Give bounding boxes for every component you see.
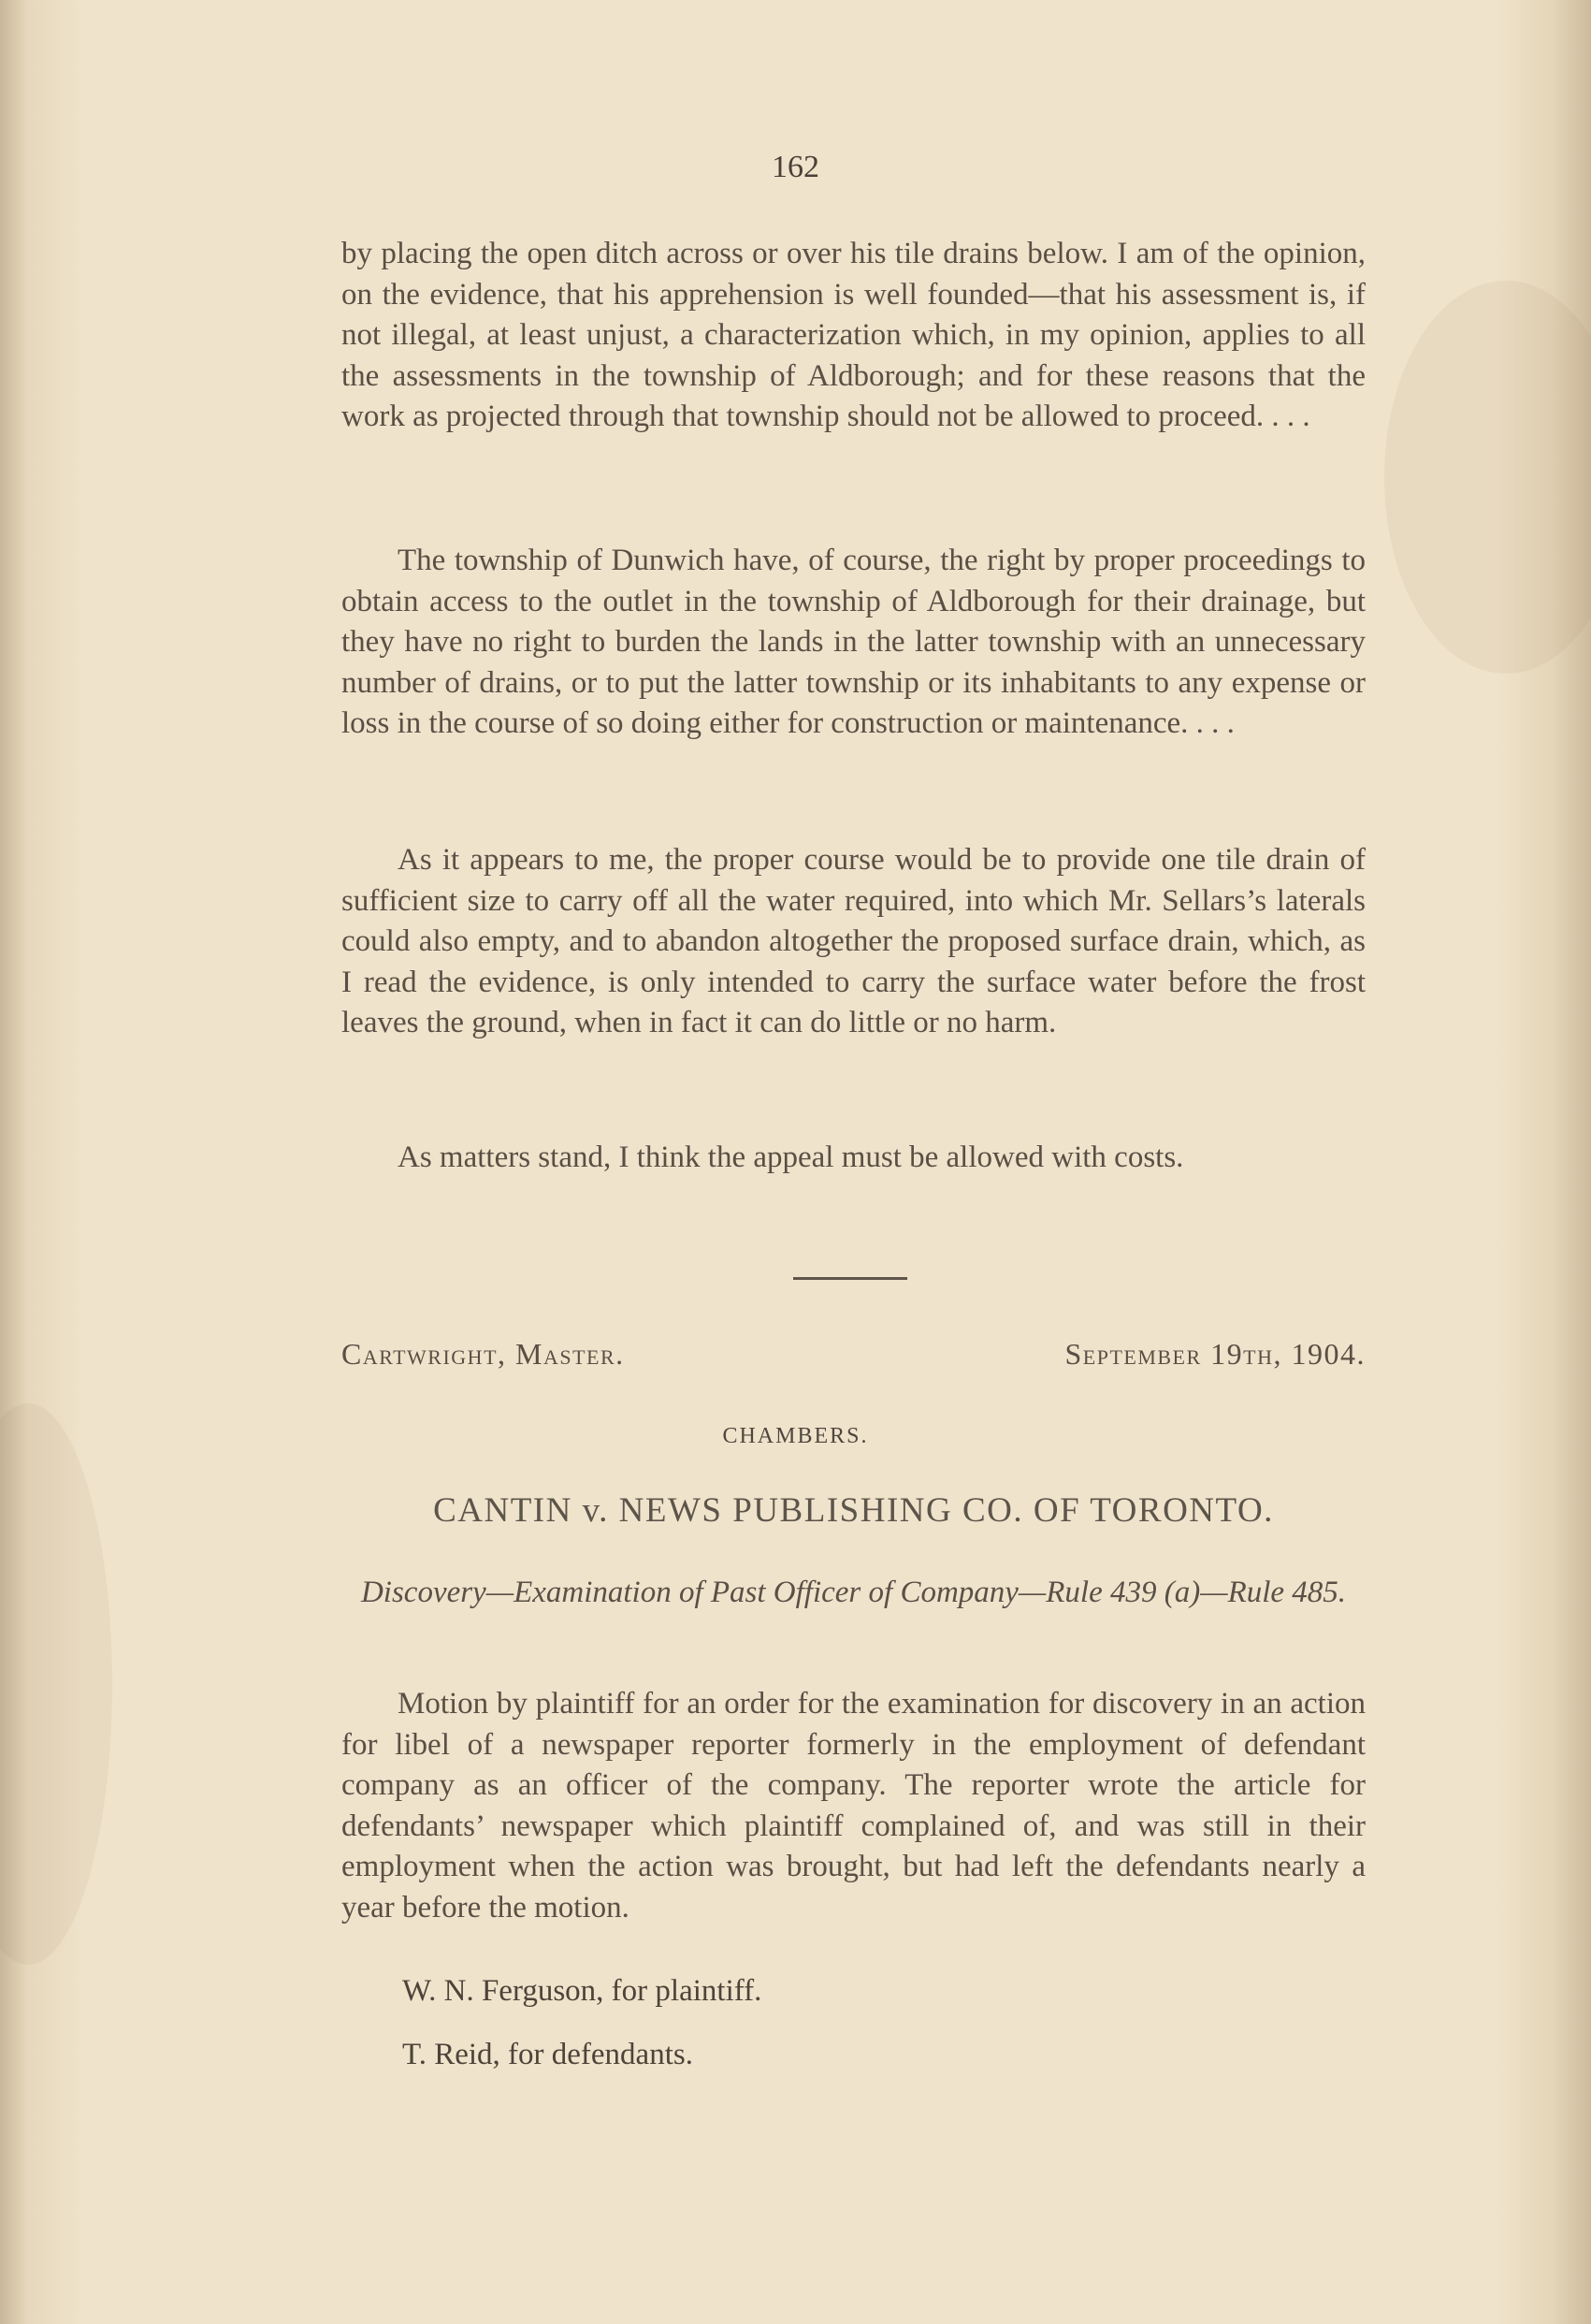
bench-line [341, 1337, 1366, 1372]
paragraph-4: As matters stand, I think the appeal must be allowed with costs. [398, 1140, 1184, 1174]
headnote: Discovery—Examination of Past Officer of Company—Rule 439 (a)—Rule 485. [360, 1576, 1347, 1609]
counsel-defendants: T. Reid, for defendants. [402, 2038, 693, 2071]
court-heading: CHAMBERS. [722, 1424, 869, 1448]
motion-paragraph: Motion by plaintiff for an order for the examination for discovery in an action for libel of a newspaper reporter formerly in the employment of defendant company as an officer of the company. The reporter wrote the article for defendants’ newspaper which plaintiff complained of, and was still in their employment when the action was brought, but had left the defendants nearly a year before the motion. [341, 1687, 1366, 1925]
paper-stain [1384, 281, 1591, 674]
paragraph-3: As it appears to me, the proper course would be to provide one tile drain of sufficient size to carry off all the water required, into which Mr. Sellars’s laterals could also empty, and to abandon altogether the proposed surface drain, which, as I read the evidence, is only intended to carry the surface water before the frost leaves the ground, when in fact it can do little or no harm. [341, 843, 1366, 1039]
page-number: 162 [772, 150, 819, 184]
paper-stain [0, 1403, 112, 1965]
paragraph-2: The township of Dunwich have, of course, the right by proper proceedings to obtain access to the outlet in the township of Aldborough for their drainage, but they have no right to burden the lands in the latter township with an unnecessary number of drains, or to put the latter township or its inhabitants to any expense or loss in the course of so doing either for construction or maintenance. . . . [341, 544, 1366, 740]
judge-name: Cartwright, Master. [341, 1337, 625, 1371]
case-title: CANTIN v. NEWS PUBLISHING CO. OF TORONTO. [433, 1491, 1274, 1530]
section-divider [793, 1277, 907, 1280]
judgment-date: September 19th, 1904. [1064, 1337, 1366, 1371]
counsel-plaintiff: W. N. Ferguson, for plaintiff. [402, 1974, 762, 2008]
paragraph-1: by placing the open ditch across or over his tile drains below. I am of the opinion, on the evidence, that his apprehension is well founded—that his assessment is, if not illegal, at least unjust, a characterization which, in my opinion, applies to all the assessments in the township of Aldborough; and for these reasons that the work as projected through that township should not be allowed to proceed. . . . [341, 237, 1366, 433]
